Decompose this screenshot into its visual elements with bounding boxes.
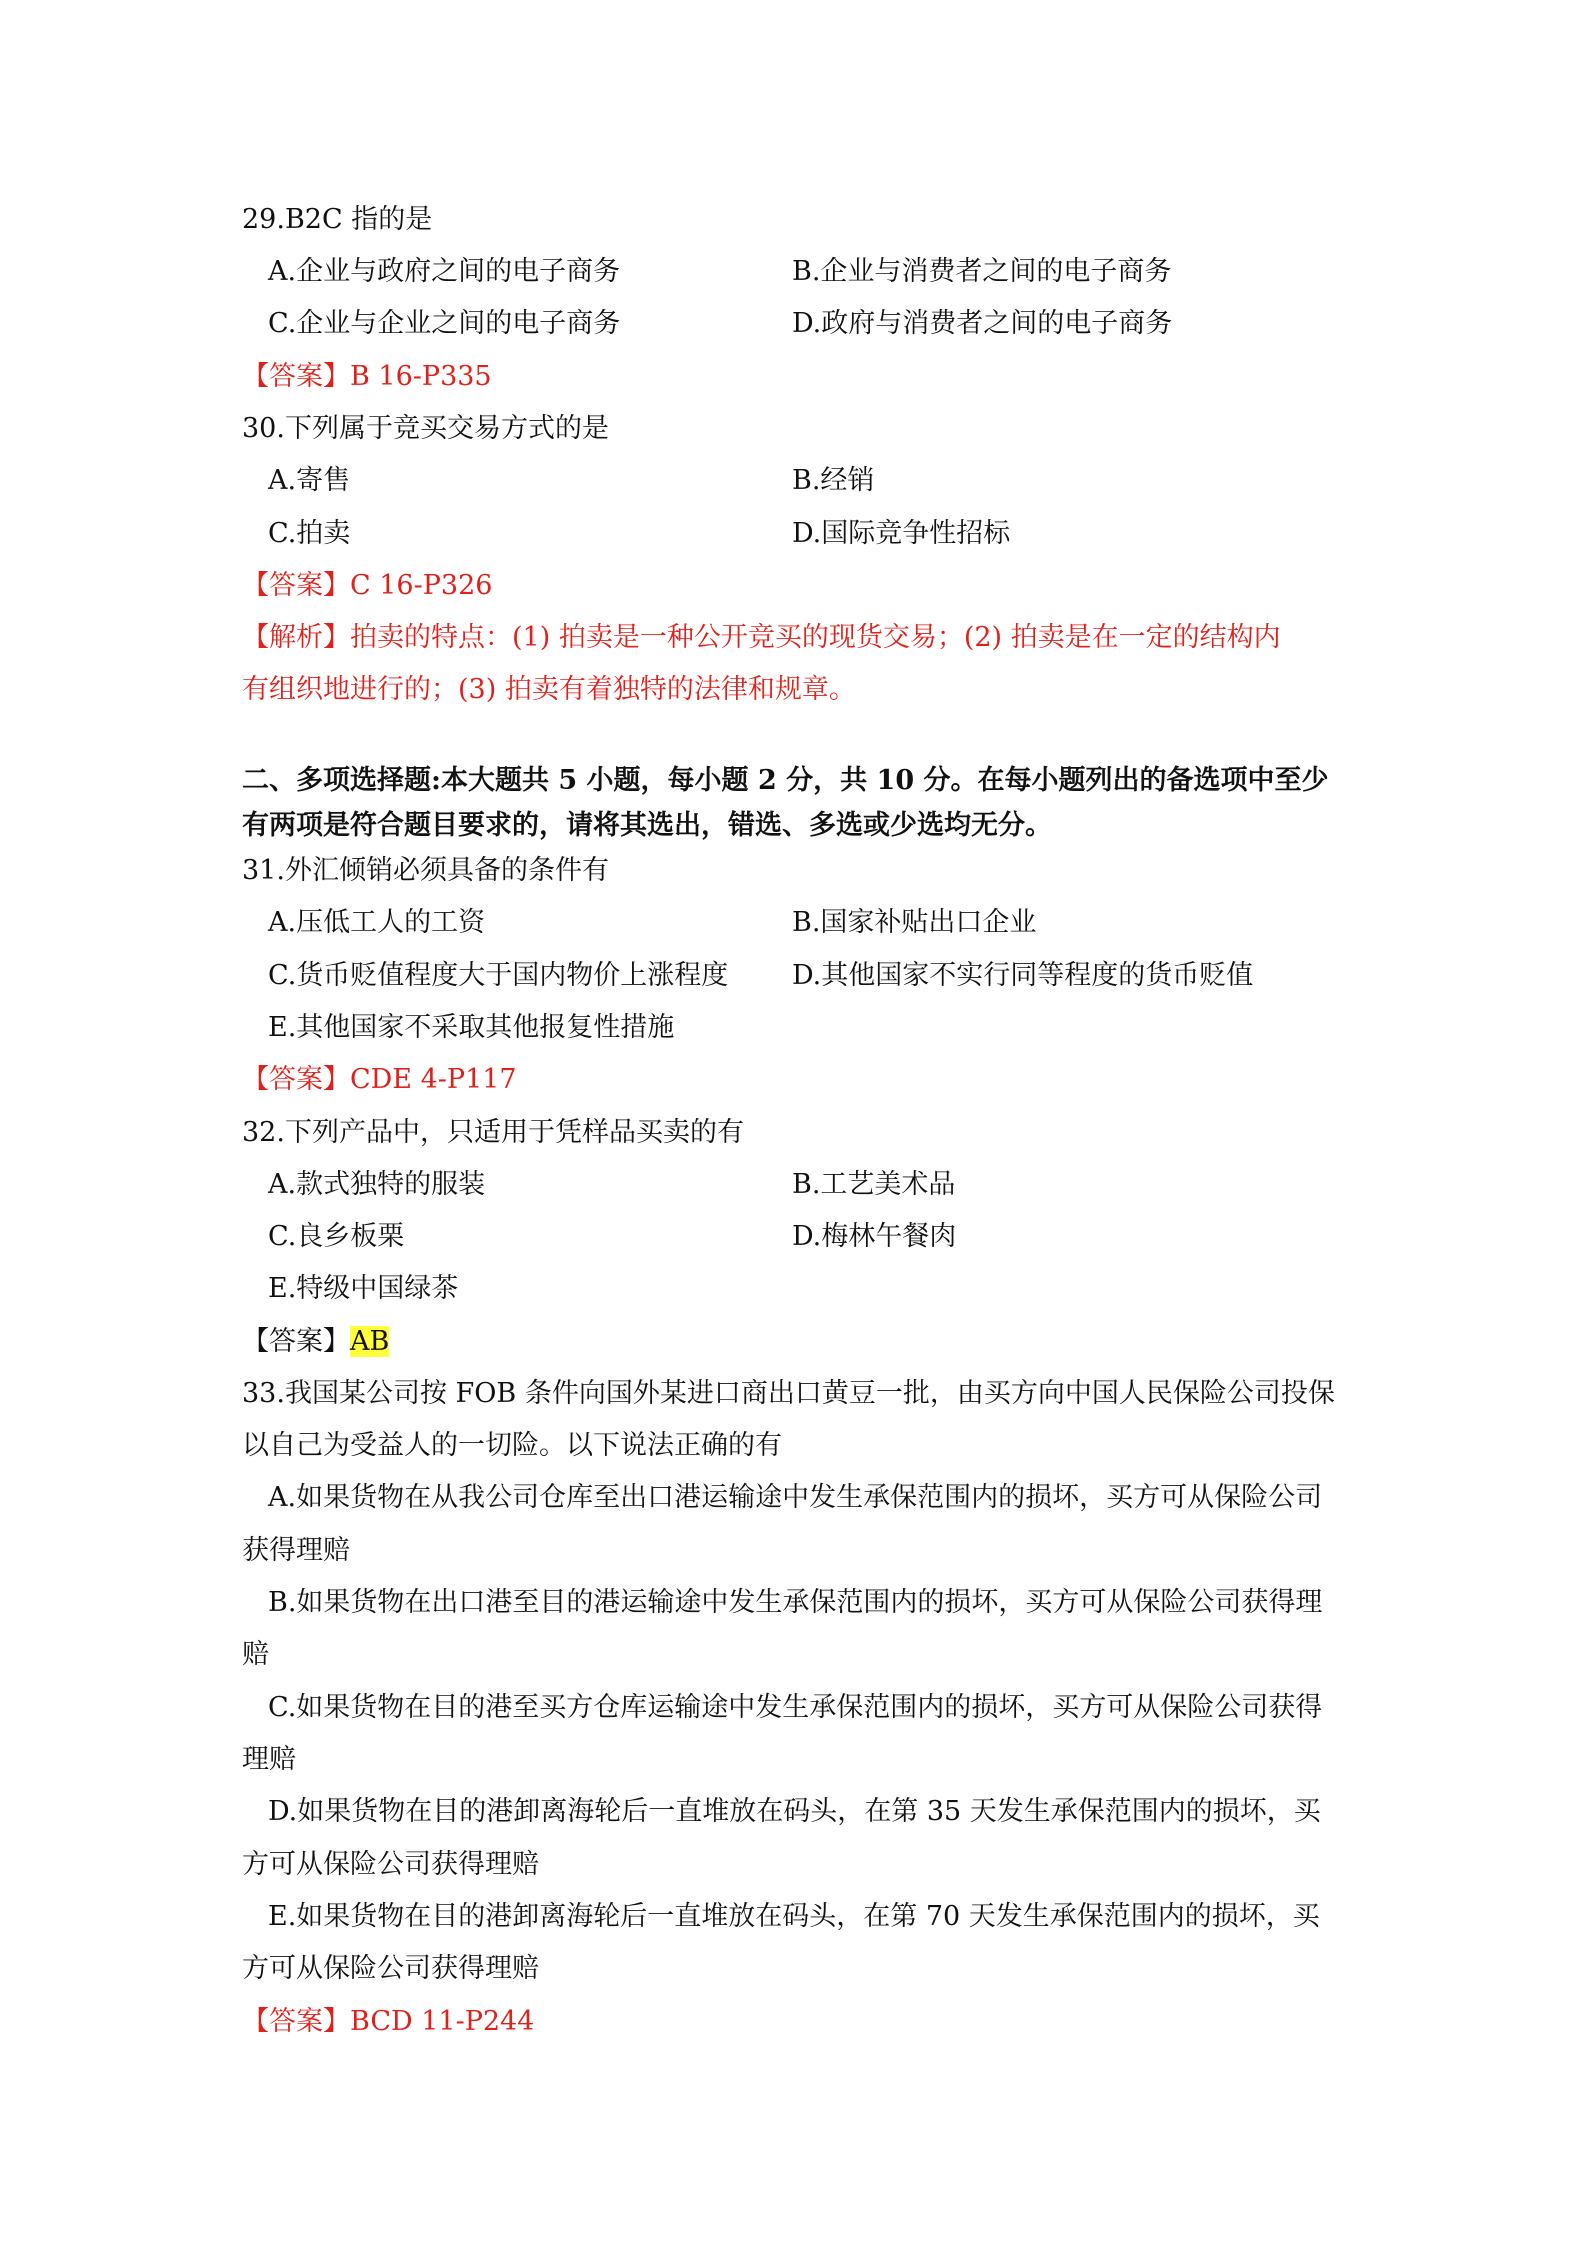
section2-heading-line-2: 有两项是符合题目要求的，请将其选出，错选、多选或少选均无分。	[242, 810, 1052, 841]
q32-answer	[242, 1316, 1358, 1368]
q29-option-a: A.企业与政府之间的电子商务	[268, 256, 621, 287]
q31-option-c: C.货币贬值程度大于国内物价上涨程度	[268, 960, 729, 991]
q33-option-c-line-2: 理赔	[242, 1744, 296, 1775]
q33-option-b-line-1: B.如果货物在出口港至目的港运输途中发生承保范围内的损坏，买方可从保险公司获得理	[268, 1587, 1323, 1618]
q32-option-a: A.款式独特的服装	[268, 1169, 486, 1200]
q31-stem: 31.外汇倾销必须具备的条件有	[242, 855, 609, 886]
q30-stem: 30.下列属于竞买交易方式的是	[242, 413, 609, 444]
q32-answer-value: AB	[350, 1326, 390, 1357]
q33-stem-line-1: 33.我国某公司按 FOB 条件向国外某进口商出口黄豆一批，由买方向中国人民保险公司投保	[242, 1378, 1335, 1409]
q30-option-a: A.寄售	[268, 465, 351, 496]
q29-option-b: B.企业与消费者之间的电子商务	[792, 256, 1172, 287]
q30-option-c: C.拍卖	[268, 518, 351, 549]
q33-option-e-line-2: 方可从保险公司获得理赔	[242, 1953, 539, 1984]
q32-option-b: B.工艺美术品	[792, 1169, 956, 1200]
q29-answer: 【答案】B 16-P335	[242, 361, 492, 392]
q32-stem: 32.下列产品中，只适用于凭样品买卖的有	[242, 1117, 744, 1148]
q33-option-b-line-2: 赔	[242, 1639, 269, 1670]
q30-analysis-line-2: 有组织地进行的；(3) 拍卖有着独特的法律和规章。	[242, 674, 856, 705]
q31-option-a: A.压低工人的工资	[268, 907, 486, 938]
q33-option-d-line-1: D.如果货物在目的港卸离海轮后一直堆放在码头，在第 35 天发生承保范围内的损坏，买	[268, 1796, 1321, 1827]
q33-answer: 【答案】BCD 11-P244	[242, 2006, 535, 2037]
q31-option-d: D.其他国家不实行同等程度的货币贬值	[792, 960, 1254, 991]
q30-answer: 【答案】C 16-P326	[242, 570, 493, 601]
q30-option-b: B.经销	[792, 465, 875, 496]
q30-option-d: D.国际竞争性招标	[792, 518, 1011, 549]
q32-option-c: C.良乡板栗	[268, 1221, 405, 1252]
q31-option-e: E.其他国家不采取其他报复性措施	[268, 1012, 675, 1043]
q32-option-e: E.特级中国绿茶	[268, 1273, 459, 1304]
q31-answer: 【答案】CDE 4-P117	[242, 1064, 517, 1095]
q33-option-d-line-2: 方可从保险公司获得理赔	[242, 1849, 539, 1880]
q33-option-e-line-1: E.如果货物在目的港卸离海轮后一直堆放在码头，在第 70 天发生承保范围内的损坏，买	[268, 1901, 1320, 1932]
q33-stem-line-2: 以自己为受益人的一切险。以下说法正确的有	[242, 1430, 782, 1461]
section2-heading-line-1: 二、多项选择题:本大题共 5 小题，每小题 2 分，共 10 分。在每小题列出的备选项中至少	[242, 765, 1329, 796]
q30-analysis-line-1: 【解析】拍卖的特点：(1) 拍卖是一种公开竞买的现货交易；(2) 拍卖是在一定的结构内	[242, 622, 1281, 653]
q29-stem: 29.B2C 指的是	[242, 204, 433, 235]
q32-option-d: D.梅林午餐肉	[792, 1221, 957, 1252]
q29-option-d: D.政府与消费者之间的电子商务	[792, 308, 1173, 339]
q33-option-c-line-1: C.如果货物在目的港至买方仓库运输途中发生承保范围内的损坏，买方可从保险公司获得	[268, 1692, 1323, 1723]
q33-option-a-line-1: A.如果货物在从我公司仓库至出口港运输途中发生承保范围内的损坏，买方可从保险公司	[268, 1482, 1323, 1513]
q32-answer-label: 【答案】	[242, 1326, 350, 1357]
q33-option-a-line-2: 获得理赔	[242, 1535, 350, 1566]
q31-option-b: B.国家补贴出口企业	[792, 907, 1037, 938]
q29-option-c: C.企业与企业之间的电子商务	[268, 308, 621, 339]
